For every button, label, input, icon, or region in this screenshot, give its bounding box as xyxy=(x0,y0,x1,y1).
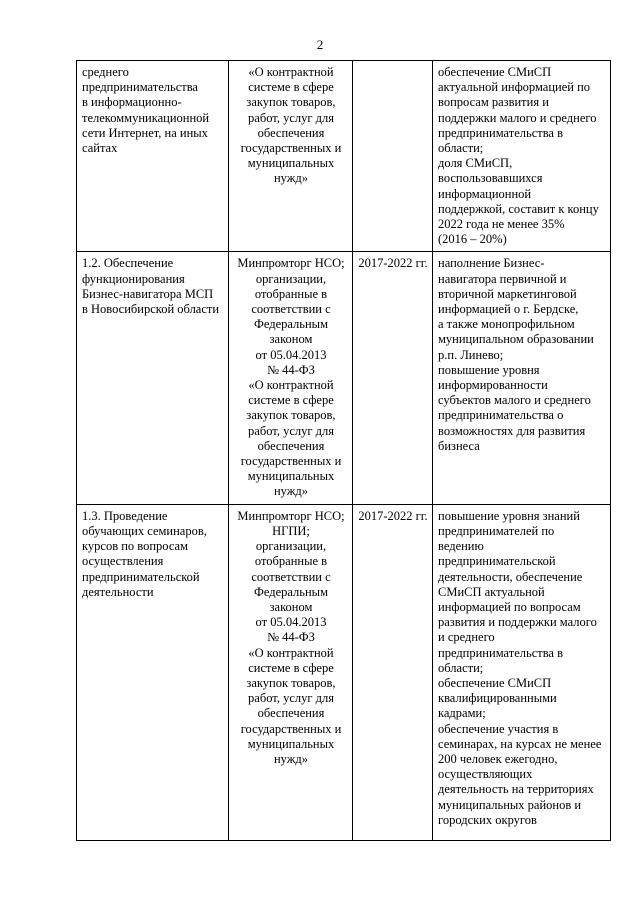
period-cell: 2017-2022 гг. xyxy=(353,252,433,504)
page-number: 2 xyxy=(316,37,324,52)
table-row xyxy=(77,252,611,504)
result-cell: повышение уровня знаний предпринимателей по ведению предпринимательской деятельности, обеспечение СМиСП актуальной информацией по вопросам развития и поддержки малого и среднего предпринимательства в области; обеспечение СМиСП квалифицированными кадрами; обеспечение участия в семинарах, на курсах не менее 200 человек ежегодно, осуществляющих деятельность на территориях муниципальных районов и городских округов xyxy=(433,504,611,840)
measure-cell: 1.2. Обеспечение функционирования Бизнес-навигатора МСП в Новосибирской области xyxy=(77,252,229,504)
measure-cell: среднего предпринимательства в информационно- телекоммуникационной сети Интернет, на иных сайтах xyxy=(77,61,229,252)
measures-table xyxy=(76,60,611,841)
result-cell: наполнение Бизнес- навигатора первичной и вторичной маркетинговой информацией о г. Бердске, а также монопрофильном муниципальном образовании р.п. Линево; повышение уровня информированности субъектов малого и среднего предпринимательства о возможностях для развития бизнеса xyxy=(433,252,611,504)
executor-cell: Минпромторг НСО; НГПИ; организации, отобранные в соответствии с Федеральным законом от 05.04.2013 № 44-ФЗ «О контрактной системе в сфере закупок товаров, работ, услуг для обеспечения государственных и муниципальных нужд» xyxy=(229,504,353,840)
table-row xyxy=(77,61,611,252)
period-cell: 2017-2022 гг. xyxy=(353,504,433,840)
period-cell xyxy=(353,61,433,252)
result-cell: обеспечение СМиСП актуальной информацией по вопросам развития и поддержки малого и среднего предпринимательства в области; доля СМиСП, воспользовавшихся информационной поддержкой, составит к концу 2022 года не менее 35% (2016 – 20%) xyxy=(433,61,611,252)
executor-cell: Минпромторг НСО; организации, отобранные в соответствии с Федеральным законом от 05.04.2013 № 44-ФЗ «О контрактной системе в сфере закупок товаров, работ, услуг для обеспечения государственных и муниципальных нужд» xyxy=(229,252,353,504)
table-row xyxy=(77,504,611,840)
measure-cell: 1.3. Проведение обучающих семинаров, курсов по вопросам осуществления предпринимательской деятельности xyxy=(77,504,229,840)
executor-cell: «О контрактной системе в сфере закупок товаров, работ, услуг для обеспечения государственных и муниципальных нужд» xyxy=(229,61,353,252)
